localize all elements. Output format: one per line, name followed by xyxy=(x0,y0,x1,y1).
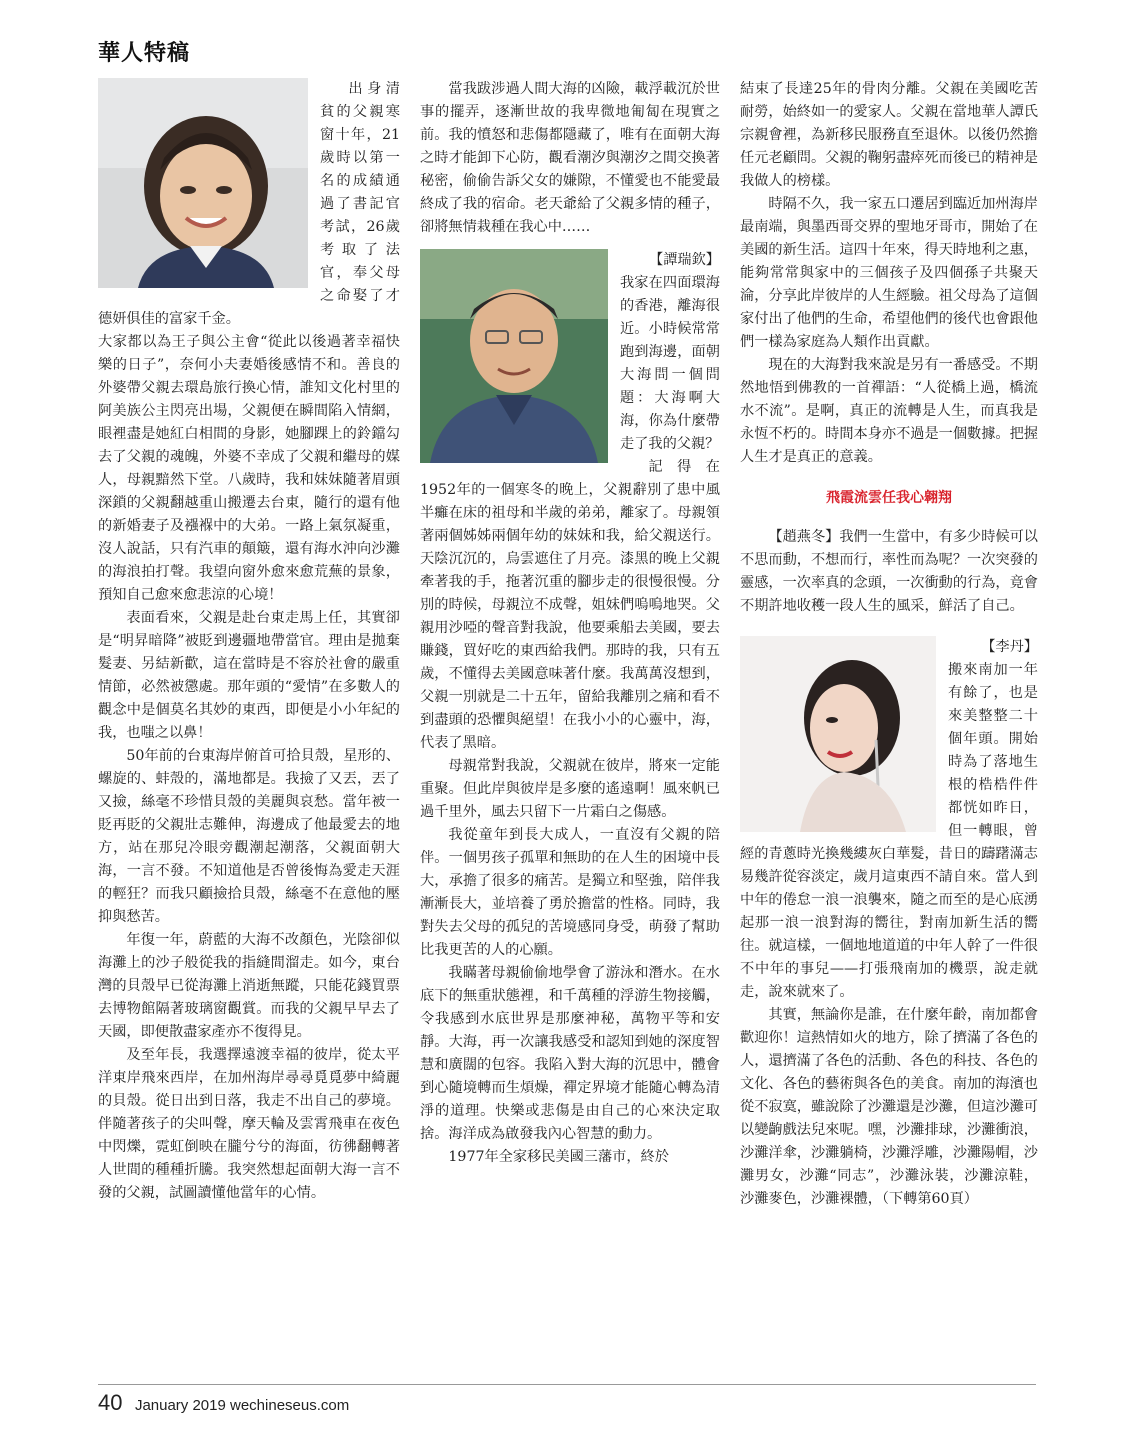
author-photo-lidan xyxy=(740,636,936,832)
col1-paragraph: 50年前的台東海岸俯首可拾貝殼，星形的、螺旋的、蚌殼的，滿地都是。我撿了又丟，丟了又撿，絲毫不珍惜貝殼的美麗與哀愁。當年被一貶再貶的父親壯志難伸，海邊成了他最愛去的地方，站在那兒冷眼旁觀潮起潮落，父親面朝大海，一言不發。不知道他是否曾後悔為愛走天涯的輕狂？而我只顧撿拾貝殼，絲毫不在意他的壓抑與愁苦。 xyxy=(98,748,400,925)
col2-paragraph: 當我跋涉過人間大海的凶險，載浮載沉於世事的擺弄，逐漸世故的我卑微地匍匐在現實之前。我的憤怒和悲傷都隱藏了，唯有在面朝大海之時才能卸下心防，觀看潮汐與潮汐之間交換著秘密，偷偷告訴父女的嫌隙，不懂愛也不能愛最終成了我的宿命。老天爺給了父親多情的種子，卻將無情栽種在我心中…… xyxy=(420,81,720,235)
col3-paragraph: 現在的大海對我來說是另有一番感受。不期然地悟到佛教的一首禪語：“人從橋上過，橋流水不流”。是啊，真正的流轉是人生，而真我是永恆不朽的。時間本身亦不過是一個數據。把握人生才是真正的意義。 xyxy=(740,357,1038,465)
col1-paragraph: 出身清貧的父親寒窗十年，21歲時以第一名的成績通過了書記官考試，26歲考取了法官，奉父母之命娶了才德妍俱佳的富家千金。 xyxy=(98,81,400,327)
col1-paragraph: 年復一年，蔚藍的大海不改顏色，光陰卻似海灘上的沙子般從我的指縫間溜走。如今，東台灣的貝殼早已從海灘上消逝無蹤，只能花錢買票去博物館隔著玻璃窗觀賞。而我的父親早早去了天國，即便散盡家產亦不復得見。 xyxy=(98,932,400,1040)
author-photo-man xyxy=(420,249,608,463)
col1-paragraph: 表面看來，父親是赴台東走馬上任，其實卻是“明昇暗降”被貶到邊疆地帶當官。理由是拋棄髮妻、另結新歡，這在當時是不容於社會的嚴重情節，必然被懲處。那年頭的“愛情”在多數人的觀念中是個莫名其妙的東西，即便是小小年紀的我，也嗤之以鼻！ xyxy=(98,610,400,741)
col3-paragraph: 結束了長達25年的骨肉分離。父親在美國吃苦耐勞，始終如一的愛家人。父親在當地華人譚氏宗親會裡，為新移民服務直至退休。以後仍然擔任元老顧問。父親的鞠躬盡瘁死而後已的精神是我做人的榜樣。 xyxy=(740,81,1038,189)
section-title: 華人特稿 xyxy=(98,41,191,66)
col1-paragraph: 及至年長，我選擇遠渡幸福的彼岸，從太平洋東岸飛來西岸，在加州海岸尋尋覓覓夢中綺麗的貝殼。從日出到日落，我走不出自己的夢境。伴隨著孩子的尖叫聲，摩天輪及雲霄飛車在夜色中閃爍，霓虹倒映在朧兮兮的海面，彷彿翻轉著人世間的種種折騰。我突然想起面朝大海一言不發的父親，試圖讀懂他當年的心情。 xyxy=(98,1047,400,1201)
column-3 xyxy=(740,78,1038,1363)
footer-text: January 2019 wechineseus.com xyxy=(134,1397,350,1414)
col2-paragraph: 我從童年到長大成人，一直沒有父親的陪伴。一個男孩子孤單和無助的在人生的困境中長大，承擔了很多的痛苦。是獨立和堅強，陪伴我漸漸長大，並培養了勇於擔當的性格。同時，我對失去父母的孤兒的苦境感同身受，萌發了幫助比我更苦的人的心願。 xyxy=(420,827,720,958)
column-1 xyxy=(98,78,400,1363)
author-lidan: 【李丹】 xyxy=(981,639,1038,655)
author-photo-woman xyxy=(98,78,308,288)
page-number: 40 xyxy=(98,1390,123,1415)
footer-divider xyxy=(98,1384,1036,1385)
col2-paragraph: 我家在四面環海的香港，離海很近。小時候常常跑到海邊，面朝大海問一個問題：大海啊大海，你為什麼帶走了我的父親？ xyxy=(620,275,720,452)
col2-paragraph: 記得在1952年的一個寒冬的晚上，父親辭別了患中風半癱在床的祖母和半歲的弟弟，離家了。母親領著兩個姊姊兩個年幼的妹妹和我，給父親送行。天陰沉沉的，烏雲遮住了月亮。漆黑的晚上父親牽著我的手，拖著沉重的腳步走的很慢很慢。分別的時候，母親泣不成聲，姐妹們嗚嗚地哭。父親用沙啞的聲音對我說，他要乘船去美國，要去賺錢，買好吃的東西給我們。那時的我，只有五歲，不懂得去美國意味著什麼。我萬萬沒想到，父親一別就是二十五年，留給我離別之痛和看不到盡頭的恐懼與絕望！在我小小的心靈中，海，代表了黑暗。 xyxy=(420,459,720,751)
article-heading: 飛霞流雲任我心翱翔 xyxy=(826,490,952,506)
col2-paragraph: 我瞞著母親偷偷地學會了游泳和潛水。在水底下的無重狀態裡，和千萬種的浮游生物接觸，令我感到水底世界是那麼神秘，萬物平等和安靜。大海，再一次讓我感受和認知到她的深度智慧和廣闊的包容。我陷入對大海的沉思中，體會到心隨境轉而生煩燥，禪定界境才能隨心轉為清淨的道理。快樂或悲傷是由自己的心來決定取捨。海洋成為啟發我內心智慧的動力。 xyxy=(420,965,720,1142)
footer xyxy=(98,1390,349,1416)
col1-paragraph: 大家都以為王子與公主會“從此以後過著幸福快樂的日子”，奈何小夫妻婚後感情不和。善良的外婆帶父親去環島旅行換心情，誰知文化村里的阿美族公主閃亮出場，父親便在瞬間陷入情網，眼裡盡是她紅白相間的身影，她腳踝上的鈴鐺勾去了父親的魂魄，外婆不幸成了父親和繼母的媒人，母親黯然下堂。八歲時，我和妹妹隨著眉頭深鎖的父親翻越重山搬遷去台東，隨行的還有他的新婚妻子及襁褓中的大弟。一路上氣氛凝重，沒人說話，只有汽車的顛簸，還有海水沖向沙灘的海浪拍打聲。我望向窗外愈來愈荒蕪的景象，預知自己愈來愈悲涼的心境！ xyxy=(98,334,400,603)
column-2 xyxy=(420,78,720,1363)
col3-paragraph: 搬來南加一年有餘了，也是來美整整二十個年頭。開始時為了落地生根的梏梏件件都恍如昨日，但一轉眼，曾經的青蔥時光換幾縷灰白華髮，昔日的躊躇滿志易幾許從容淡定，歲月這東西不請自來。當人到中年的倦怠一浪一浪襲來，隨之而至的是心底湧起那一浪一浪對海的嚮往，對南加新生活的嚮往。就這樣，一個地地道道的中年人幹了一件很不中年的事兒——打張飛南加的機票，說走就走，說來就來了。 xyxy=(740,662,1038,1000)
author-tan: 【譚瑞欽】 xyxy=(649,252,720,268)
col3-paragraph: 【趙燕冬】我們一生當中，有多少時候可以不思而動，不想而行，率性而為呢？一次突發的靈感，一次率真的念頭，一次衝動的行為，竟會不期許地收穫一段人生的風采，鮮活了自己。 xyxy=(740,529,1038,614)
col3-paragraph: 時隔不久，我一家五口遷居到臨近加州海岸最南端，與墨西哥交界的聖地牙哥市，開始了在美國的新生活。這四十年來，得天時地利之惠，能夠常常與家中的三個孩子及四個孫子共聚天淪，分享此岸彼岸的人生經驗。祖父母為了這個家付出了他們的生命，希望他們的後代也會跟他們一樣為家庭為人類作出貢獻。 xyxy=(740,196,1038,350)
col3-paragraph: 其實，無論你是誰，在什麼年齡，南加都會歡迎你！這熱情如火的地方，除了擠滿了各色的人，還擠滿了各色的活動、各色的科技、各色的文化、各色的藝術與各色的美食。南加的海濱也從不寂寞，雖說除了沙灘還是沙灘，但這沙灘可以變齣戲法兒來呢。嘿，沙灘排球，沙灘衝浪，沙灘洋傘，沙灘躺椅，沙灘浮雕，沙灘陽帽，沙灘男女，沙灘“同志”，沙灘泳裝，沙灘涼鞋，沙灘麥色，沙灘裸體，（下轉第60頁） xyxy=(740,1007,1038,1207)
col2-paragraph: 母親常對我說，父親就在彼岸，將來一定能重聚。但此岸與彼岸是多麼的遙遠啊！風來帆已過千里外，風去只留下一片霜白之傷感。 xyxy=(420,758,720,820)
col2-paragraph: 1977年全家移民美國三藩市，終於 xyxy=(448,1149,669,1165)
